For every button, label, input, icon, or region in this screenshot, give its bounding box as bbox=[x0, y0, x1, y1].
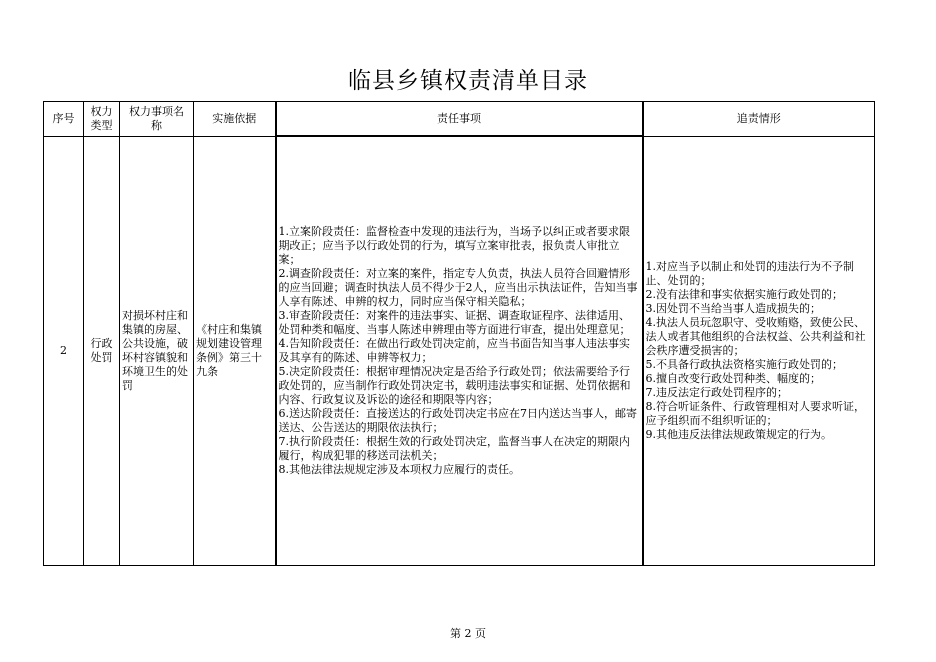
cell-name: 对损坏村庄和集镇的房屋、 公共设施，破 坏村容镇貌和环境卫生的处罚 bbox=[120, 136, 194, 566]
header-responsibility: 责任事项 bbox=[276, 102, 643, 137]
cell-accountability: 1.对应当予以制止和处罚的违法行为不予制止、处罚的； 2.没有法律和事实依据实施行政处罚的； 3.因处罚不当给当事人造成损失的； 4.执法人员玩忽职守、受收贿赂，致使公民、法人或者其他组织的合法权益、公共利益和社会秩序遭受损害的； 5.不具备行政执法资格实施行政处罚的； 6.擅自改变行政处罚种类、幅度的； 7.违反法定行政处罚程序的； 8.符合听证条件、行政管理相对人要求听证，应予组织而不组织听证的； 9.其他违反法律法规政策规定的行为。 bbox=[643, 136, 875, 566]
table-header-row bbox=[44, 102, 875, 137]
cell-index: 2 bbox=[44, 136, 84, 566]
cell-responsibility: 1.立案阶段责任：监督检查中发现的违法行为，当场予以纠正或者要求限期改正；应当予以行政处罚的行为，填写立案审批表，报负责人审批立案； 2.调查阶段责任：对立案的案件，指定专人负责，执法人员符合回避情形的应当回避；调查时执法人员不得少于2人，应当出示执法证件，告知当事人享有陈述、申辨的权力，同时应当保守相关隐私； 3.审查阶段责任：对案件的违法事实、证据、调查取证程序、法律适用、 处罚种类和幅度、当事人陈述申辨理由等方面进行审查，提出处理意见； 4.告知阶段责任：在做出行政处罚决定前，应当书面告知当事人违法事实及其享有的陈述、申辨等权力； 5.决定阶段责任：根据审理情况决定是否给予行政处罚；依法需要给予行政处罚的，应当制作行政处罚决定书，载明违法事实和证据、处罚依据和内容、行政复议及诉讼的途径和期限等内容； 6.送达阶段责任：直接送达的行政处罚决定书应在7日内送达当事人，邮寄送达、公告送达的期限依法执行； 7.执行阶段责任：根据生效的行政处罚决定，监督当事人在决定的期限内履行，构成犯罪的移送司法机关； 8.其他法律法规规定涉及本项权力应履行的责任。 bbox=[276, 136, 643, 566]
table-row bbox=[44, 136, 875, 566]
header-name: 权力事项名 称 bbox=[120, 102, 194, 137]
page-number: 第 2 页 bbox=[450, 627, 486, 640]
header-accountability: 追责情形 bbox=[643, 102, 875, 137]
header-basis: 实施依据 bbox=[194, 102, 276, 137]
cell-basis: 《村庄和集镇规划建设管理条例》第三十九条 bbox=[194, 136, 276, 566]
header-type: 权力类型 bbox=[84, 102, 120, 137]
page-title: 临县乡镇权责清单目录 bbox=[348, 68, 588, 94]
authority-table bbox=[43, 101, 875, 566]
cell-type: 行政处罚 bbox=[84, 136, 120, 566]
header-index: 序号 bbox=[44, 102, 84, 137]
